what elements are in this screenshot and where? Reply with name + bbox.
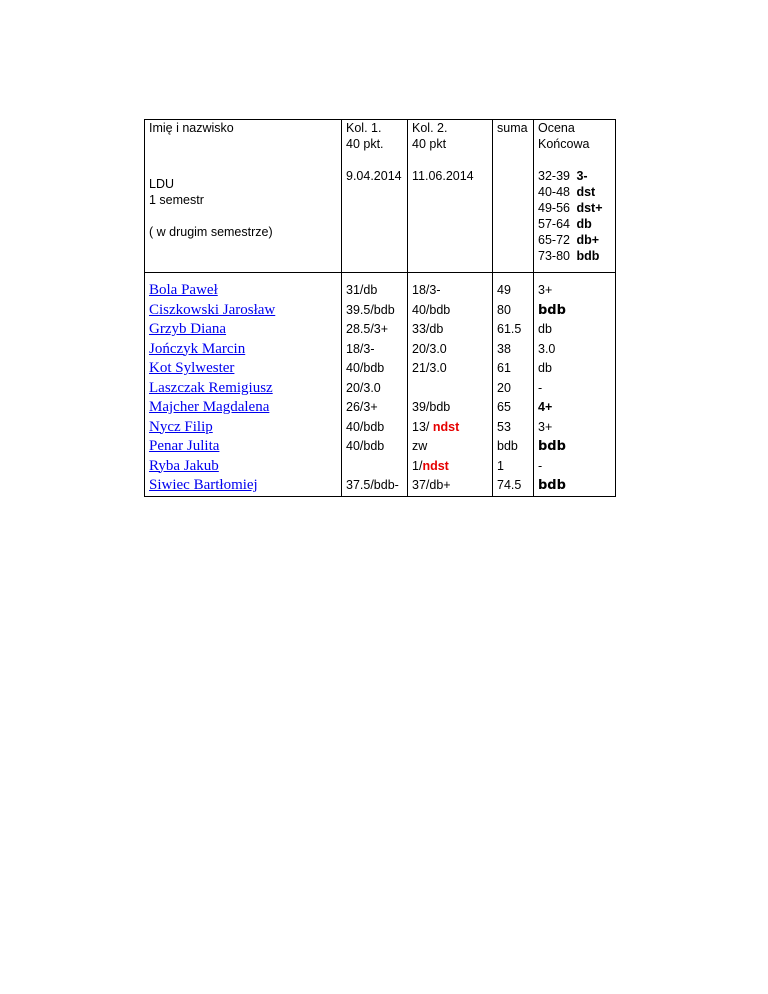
suma-result: bdb	[497, 439, 518, 453]
scale-grade: dst+	[572, 201, 603, 215]
final-grade: 3+	[538, 419, 553, 434]
final-grade: db	[538, 361, 552, 375]
kol2-result	[412, 340, 488, 360]
kol2-result	[412, 281, 488, 301]
student-name-link[interactable]: Ciszkowski Jarosław	[149, 301, 276, 318]
scale-grade: db	[572, 217, 592, 231]
suma-result: 61	[497, 361, 511, 375]
scale-range: 32-39	[538, 169, 570, 183]
kol2-result	[412, 418, 488, 438]
kol2-result	[412, 359, 488, 379]
students-row	[145, 273, 616, 497]
student-name-link[interactable]: Penar Julita	[149, 438, 220, 454]
scale-item	[538, 248, 611, 264]
kol2-result	[412, 320, 488, 340]
kol2-title: Kol. 2.	[412, 121, 448, 135]
student-name-link[interactable]: Ryba Jakub	[149, 457, 219, 474]
kol1-result: 40/bdb	[346, 361, 385, 375]
kol1-result	[346, 457, 403, 477]
grading-scale	[538, 168, 611, 264]
scale-item	[538, 200, 611, 216]
semester-note: ( w drugim semestrze)	[149, 225, 273, 239]
suma-results-cell	[493, 273, 534, 497]
suma-result: 53	[497, 419, 511, 434]
scale-range: 49-56	[538, 201, 570, 215]
student-name-link[interactable]: Kot Sylwester	[149, 360, 235, 376]
suma-result: 74.5	[497, 478, 522, 492]
kol2-points: 40 pkt	[412, 137, 447, 151]
kol2-score: zw	[412, 439, 428, 453]
kol1-date: 9.04.2014	[346, 169, 402, 183]
kol2-score: 1/	[412, 458, 423, 473]
fail-grade: ndst	[422, 458, 449, 473]
kol2-score: 18/3-	[412, 283, 441, 297]
suma-result: 49	[497, 283, 511, 297]
final-grade: bdb	[538, 478, 566, 493]
kol1-result: 31/db	[346, 283, 378, 297]
suma-result: 65	[497, 400, 511, 414]
final-grade-cell	[534, 273, 616, 497]
kol2-date: 11.06.2014	[412, 169, 474, 183]
kol1-result: 40/bdb	[346, 419, 385, 434]
header-row	[145, 120, 616, 273]
kol2-score: 21/3.0	[412, 361, 447, 375]
kol1-result: 20/3.0	[346, 380, 381, 395]
scale-item	[538, 232, 611, 248]
kol1-result: 40/bdb	[346, 439, 385, 453]
kol1-title: Kol. 1.	[346, 121, 382, 135]
kol1-result: 18/3-	[346, 341, 375, 356]
ocena-title-line1: Ocena	[538, 121, 575, 135]
student-name-link[interactable]: Majcher Magdalena	[149, 399, 270, 415]
final-grade: db	[538, 322, 552, 336]
header-suma-cell	[493, 120, 534, 273]
kol2-result	[412, 301, 488, 321]
scale-item	[538, 168, 611, 184]
kol2-score: 13/	[412, 419, 433, 434]
kol2-result	[412, 476, 488, 496]
kol2-result	[412, 398, 488, 418]
kol2-score: 39/bdb	[412, 400, 451, 414]
student-name-link[interactable]: Laszczak Remigiusz	[149, 379, 273, 396]
student-name-link[interactable]: Grzyb Diana	[149, 321, 227, 337]
final-grade: 3+	[538, 283, 553, 297]
student-name-link[interactable]: Jończyk Marcin	[149, 340, 246, 357]
grades-table	[144, 119, 616, 497]
kol2-results-cell	[408, 273, 493, 497]
suma-title: suma	[497, 121, 528, 135]
scale-item	[538, 216, 611, 232]
suma-result: 61.5	[497, 322, 522, 336]
semester-label: 1 semestr	[149, 193, 204, 207]
kol1-result: 39.5/bdb	[346, 302, 395, 317]
suma-result: 38	[497, 341, 511, 356]
kol1-result: 26/3+	[346, 400, 378, 414]
header-ocena-cell	[534, 120, 616, 273]
student-name-link[interactable]: Bola Paweł	[149, 282, 218, 298]
kol2-result	[412, 437, 488, 457]
scale-range: 40-48	[538, 185, 570, 199]
kol2-score: 33/db	[412, 322, 444, 336]
kol2-score: 40/bdb	[412, 302, 451, 317]
suma-result: 80	[497, 302, 511, 317]
student-name-link[interactable]: Nycz Filip	[149, 418, 213, 435]
header-name-cell	[145, 120, 342, 273]
kol2-score: 37/db+	[412, 478, 451, 492]
final-grade: -	[538, 458, 543, 473]
group-label: LDU	[149, 177, 175, 191]
final-grade: -	[538, 380, 543, 395]
final-grade: bdb	[538, 302, 566, 318]
scale-range: 57-64	[538, 217, 570, 231]
name-column-title: Imię i nazwisko	[149, 121, 234, 135]
kol1-points: 40 pkt.	[346, 137, 384, 151]
student-names-cell	[145, 273, 342, 497]
kol2-result	[412, 379, 488, 399]
student-name-link[interactable]: Siwiec Bartłomiej	[149, 477, 258, 493]
header-kol2-cell	[408, 120, 493, 273]
suma-result: 1	[497, 458, 504, 473]
suma-result: 20	[497, 380, 511, 395]
kol1-result: 28.5/3+	[346, 322, 389, 336]
scale-range: 65-72	[538, 233, 570, 247]
kol1-results-cell	[342, 273, 408, 497]
scale-grade: dst	[572, 185, 596, 199]
final-grade: 3.0	[538, 341, 556, 356]
scale-grade: 3-	[572, 169, 588, 183]
header-kol1-cell	[342, 120, 408, 273]
final-grade: bdb	[538, 439, 566, 454]
fail-grade: ndst	[432, 419, 460, 434]
final-grade: 4+	[538, 400, 553, 414]
kol1-result: 37.5/bdb-	[346, 478, 399, 492]
kol2-score: 20/3.0	[412, 341, 447, 356]
scale-grade: db+	[572, 233, 600, 247]
kol2-result	[412, 457, 488, 477]
ocena-title-line2: Końcowa	[538, 137, 590, 151]
scale-item	[538, 184, 611, 200]
scale-grade: bdb	[572, 249, 600, 263]
scale-range: 73-80	[538, 249, 570, 263]
